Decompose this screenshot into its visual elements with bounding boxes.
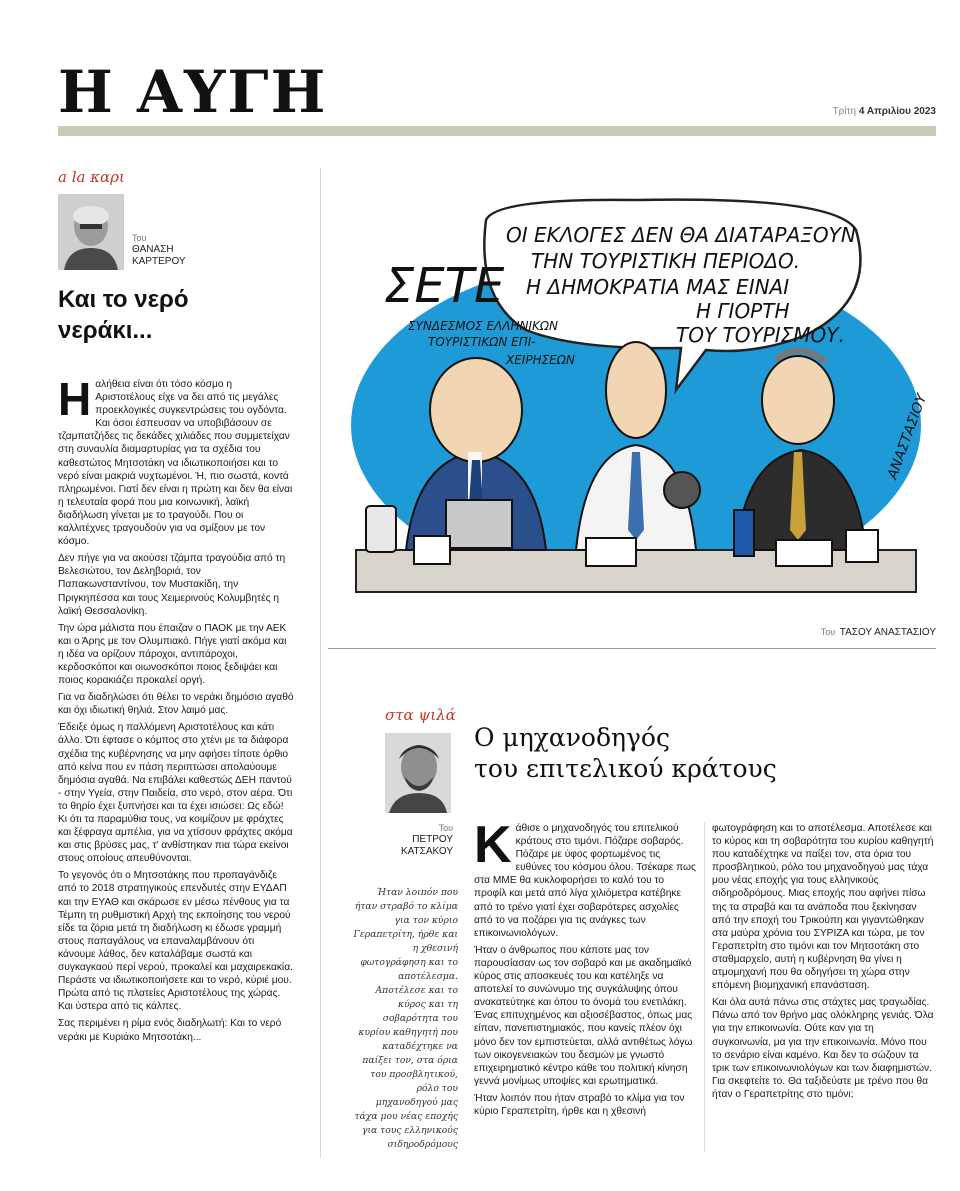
paragraph: φωτογράφηση και το αποτέλεσμα. Αποτέλεσε και το κύρος και τη σοβαρότητα του κυρίου καθηγητή που καταδέχτηκε να παίξει τον, στα όρια του προσβλητικού, ρόλο του μηχανοδηγού μας τάχα μου νέας εποχής για τους ελληνικούς σιδηροδρόμους. Μιας εποχής που αφήνει πίσω της τα στραβά και τα ανάποδα που ξεκίνησαν από την εποχή του Τρικούπη και γιγαντώθηκαν στα μαύρα χρόνια του ΣΥΡΙΖΑ και τώρα, με τον Γεραπετρίτη στο τιμόνι και τον Μητσοτάκη στο σταθμαρχείο, αυτή η κυβέρνηση θα γίνει η ατμομηχανή που θα οδηγήσει τη χώρα στην επόμενη βιομηχανική επανάσταση. — [712, 823, 934, 992]
editorial-cartoon — [336, 190, 926, 600]
water-bottle — [734, 510, 754, 556]
dropcap-2: Κ — [474, 816, 512, 874]
glass-left — [414, 536, 450, 564]
sete-subtitle-2: ΤΟΥΡΙΣΤΙΚΩΝ ΕΠΙ- — [428, 335, 536, 349]
paragraph: Για να διαδηλώσει ότι θέλει το νεράκι δημόσιο αγαθό και όχι ιδιωτική θηλιά. Στον λαιμό μας. — [58, 692, 294, 717]
sanitizer-bottle — [366, 506, 396, 552]
issue-weekday: Τρίτη — [832, 106, 857, 117]
byline-prefix-2: Του — [438, 823, 453, 833]
speech-line-5: ΤΟΥ ΤΟΥΡΙΣΜΟΥ. — [676, 323, 845, 347]
speech-line-1: ΟΙ ΕΚΛΟΓΕΣ ΔΕΝ ΘΑ ΔΙΑΤΑΡΑΞΟΥΝ — [506, 223, 856, 247]
credit-prefix: Του — [820, 627, 836, 637]
paragraph: Το γεγονός ότι ο Μητσοτάκης που προπαγάνδιζε από το 2018 στρατηγικούς επενδυτές στην ΕΥΔΑΠ και την ΕΥΑΘ και σκάρωσε εν μέσω πένθους για τα Τέμπη τη ρυθμιστική Αρχή της εκποίησης του νερού είδε τα ζόρια μετά τη διαδήλωση κι έδωσε γραμμή στους παπαγάλους να επαναλαμβάνουν ότι κάνουμε λάθος, δεν καταλάβαμε σωστά και συγκαγκαού περί νερού, προκαλεί και μαχαιρεκακία. Περάστε να ιδιωτικοποιήσετε και το νερό, κύριέ μου. Πρώτα από τις πλατείες Αριστοτέλους της χώρας. Και ύστερα από τις κάλπες. — [58, 870, 293, 1013]
article-title-2 — [474, 722, 777, 784]
sete-subtitle-3: ΧΕΙΡΗΣΕΩΝ — [506, 353, 575, 367]
name-card-right — [776, 540, 832, 566]
microphone — [664, 472, 700, 508]
paragraph: Σας περιμένει η ρίμα ενός διαδηλωτή: Και το νερό νεράκι με Κυριάκο Μητσοτάκη... — [58, 1018, 282, 1043]
author-last-name: ΚΑΡΤΕΡΟΥ — [132, 256, 186, 267]
paragraph: Την ώρα μάλιστα που έπαιζαν ο ΠΑΟΚ με την ΑΕΚ και ο Άρης με τον Ολυμπιακό. Πήγε γιατί ακόμα και η ιδέα να ορίζουν πάροχοι, αντιπάροχοι, κερδοσκόποι και οιωνοσκόποι ποιος ξεδιψάει και ποιος κορακιάζει προκαλεί οργή. — [58, 622, 287, 687]
laptop — [446, 500, 512, 548]
masthead-rule — [58, 126, 936, 136]
cartoonist-name: ΤΑΣΟΥ ΑΝΑΣΤΑΣΙΟΥ — [839, 627, 936, 638]
author-first-name: ΘΑΝΑΣΗ — [132, 244, 174, 255]
author-credit-2 — [385, 822, 453, 858]
column-gap-rule — [704, 822, 705, 1152]
paragraph: Ήταν λοιπόν που ήταν στραβό το κλίμα για τον κύριο Γεραπετρίτη, ήρθε και η χθεσινή — [474, 1092, 685, 1117]
paragraph: Ήταν ο άνθρωπος που κάποτε μας τον παρουσίασαν ως τον σοβαρό και με ακαδημαϊκό κύρος στις αποσκευές του και κατέληξε να αποτελεί το συνώνυμο της συγκάλυψης όπου ανακατεύτηκε και όπου το όνομά του ενετιλάκη. Ένας επιτυχημένος και αξιοσέβαστος, όπως μας είπαν, πανεπιστημιακός, που κανείς πλέον όχι μόνο δεν τον εμπιστεύεται, αλλά αντιθέτως λόγω των οικογενειακών του δεσμών με γνωστό επιχειρηματικό κέντρο κάθε του πολιτική κίνηση γεννά μονίμως υποψίες και ερωτηματικά. — [474, 944, 693, 1087]
speech-line-3: Η ΔΗΜΟΚΡΑΤΙΑ ΜΑΣ ΕΙΝΑΙ — [526, 275, 790, 299]
right-article-column-1 — [474, 816, 696, 1122]
glass-right — [846, 530, 878, 562]
paragraph: Και όλα αυτά πάνω στις στάχτες μας τραγωδίας. Πάνω από τον θρήνο μας ολόκληρης γενιάς. Όλα για την επικοινωνία. Ούτε καν για τη συγκοινωνία, μα για την επικοινωνία. Μόνο που το σενάριο είναι καμένο. Και δεν το σώζουν τα τρικ των επικοινωνιολόγων και των διαφημιστών. Για σκεφτείτε το. Θα ταξιδεύατε με τρένο που θα ήταν ο Γεραπετρίτης στο τιμόνι; — [712, 997, 934, 1100]
author-credit — [132, 232, 186, 268]
byline — [58, 192, 304, 274]
title-line-2: νεράκι... — [58, 317, 153, 344]
paragraph: άθισε ο μηχανοδηγός του επιτελικού κράτους στο τιμόνι. Πόζαρε σοβαρός. Πόζαρε με ύφος φορτωμένος τις ευθύνες του κόσμου όλου. Τσέκαρε πως στα ΜΜΕ θα κυκλοφορήσει το καλό του το προφίλ και μετά από λίγα χιλιόμετρα κατέβηκε από το τρένο γιατί έχει σοβαρότερες ασχολίες από το να ποζάρει για τις ανάγκες των επικοινωνιολόγων. — [474, 823, 696, 939]
author-first-name-2: ΠΕΤΡΟΥ — [412, 834, 453, 845]
left-article-header — [58, 168, 304, 346]
byline-prefix: Του — [132, 233, 147, 243]
dropcap: Η — [58, 373, 92, 425]
sete-logo: ΣΕΤΕ — [384, 258, 505, 314]
name-card-middle — [586, 538, 636, 566]
paragraph: Έδειξε όμως η παλλόμενη Αριστοτέλους και κάτι άλλο. Ότι έφτασε ο κόμπος στο χτένι με τα διάφορα σχέδια της κυβέρνησης να μην αφήσει τίποτε όρθιο από κείνα που εν πάση περιπτώσει απολαύουμε δημόσια αγαθά. Να επιβάλει καθεστώς ΔΕΗ παντού - στην Υγεία, στην Παιδεία, στο νερό, στον αέρα. Ότι το θηρίο έχει ξυπνήσει και τα έχει ισιώσει: Ως εδώ! Κι ότι τα παραμύθια τους, να κοιμίζουν με φράχτες και ξέφραγα αμπέλια, για να χτίσουν φράχτες ακόμα και στις βρύσες μας, τ' ανθίστηκαν πια τώρα εκείνοι στους οποίους απευθύνονται. — [58, 722, 293, 865]
speech-line-4: Η ΓΙΟΡΤΗ — [696, 299, 790, 323]
column-divider — [320, 168, 321, 1158]
issue-full-date: 4 Απριλίου 2023 — [858, 106, 936, 117]
right-article-column-2 — [712, 822, 934, 1105]
article-title — [58, 284, 304, 346]
issue-date — [833, 106, 936, 117]
cartoon-credit — [821, 627, 936, 638]
section-label-2: στα ψιλά — [385, 706, 456, 724]
left-article-body — [58, 373, 294, 1048]
cartoonist-signature: ΑΝΑΣΤΑΣΙΟΥ — [884, 392, 926, 482]
section-label: a la καρι — [58, 168, 125, 186]
paragraph: Δεν πήγε για να ακούσει τζάμπα τραγούδια από τη Βελεσιώτου, τον Δεληβοριά, τον Παπακωνσταντίνου, τον Μυστακίδη, την Πριγκηπέσσα και τους Χειμερινούς Κολυμβητές η λαϊκή Θεσσαλονίκη. — [58, 553, 286, 617]
paragraph: αλήθεια είναι ότι τόσο κόσμο η Αριστοτέλους είχε να δει από τις μεγάλες προεκλογικές συγκεντρώσεις του ογδόντα. Και όσοι έσπευσαν να υποβιβάσουν σε τζαμπατζήδες τις δεκάδες χιλιάδες που συμμετείχαν στη συναυλία διαμαρτυρίας για τα σχέδια του καθεστώτος Μητσοτάκη να ιδιωτικοποιήσει και το νερό είναι μακριά νυχτωμένοι. Ή, πιο σωστά, κοντά πληρωμένοι. Γιατί δεν είναι η πρώτη και δεν θα είναι η τελευταία φορά που μια κοινωνική, λαϊκή διαδήλωση γίνεται με το τραγούδι. Που οι καλλιτέχνες τραγουδούν για να σμίξουν με τον κόσμο. — [58, 379, 293, 548]
author-photo — [58, 194, 124, 270]
pull-quote: Ήταν λοιπόν που ήταν στραβό το κλίμα για τον κύριο Γεραπετρίτη, ήρθε και η χθεσινή φωτογράφηση και το αποτέλεσμα. Αποτέλεσε και το κύρος και τη σοβαρότητα του κυρίου καθηγητή που καταδέχτηκε να παίξει τον, στα όρια του προσβλητικού, ρόλο του μηχανοδηγού μας τάχα μου νέας εποχής για τους ελληνικούς σιδηροδρόμους — [353, 887, 458, 1150]
author-photo-2 — [385, 733, 451, 813]
sete-subtitle-1: ΣΥΝΔΕΣΜΟΣ ΕΛΛΗΝΙΚΩΝ — [408, 319, 559, 333]
cartoon-rule — [328, 648, 936, 649]
title-line-1: Και το νερό — [58, 286, 189, 313]
title-line-2: του επιτελικού κράτους — [474, 754, 777, 783]
title-line-1: Ο μηχανοδηγός — [474, 723, 670, 752]
newspaper-logo: Η ΑΥΓΗ — [58, 58, 328, 126]
author-last-name-2: ΚΑΤΣΑΚΟΥ — [400, 846, 453, 857]
speech-line-2: ΤΗΝ ΤΟΥΡΙΣΤΙΚΗ ΠΕΡΙΟΔΟ. — [531, 249, 801, 273]
